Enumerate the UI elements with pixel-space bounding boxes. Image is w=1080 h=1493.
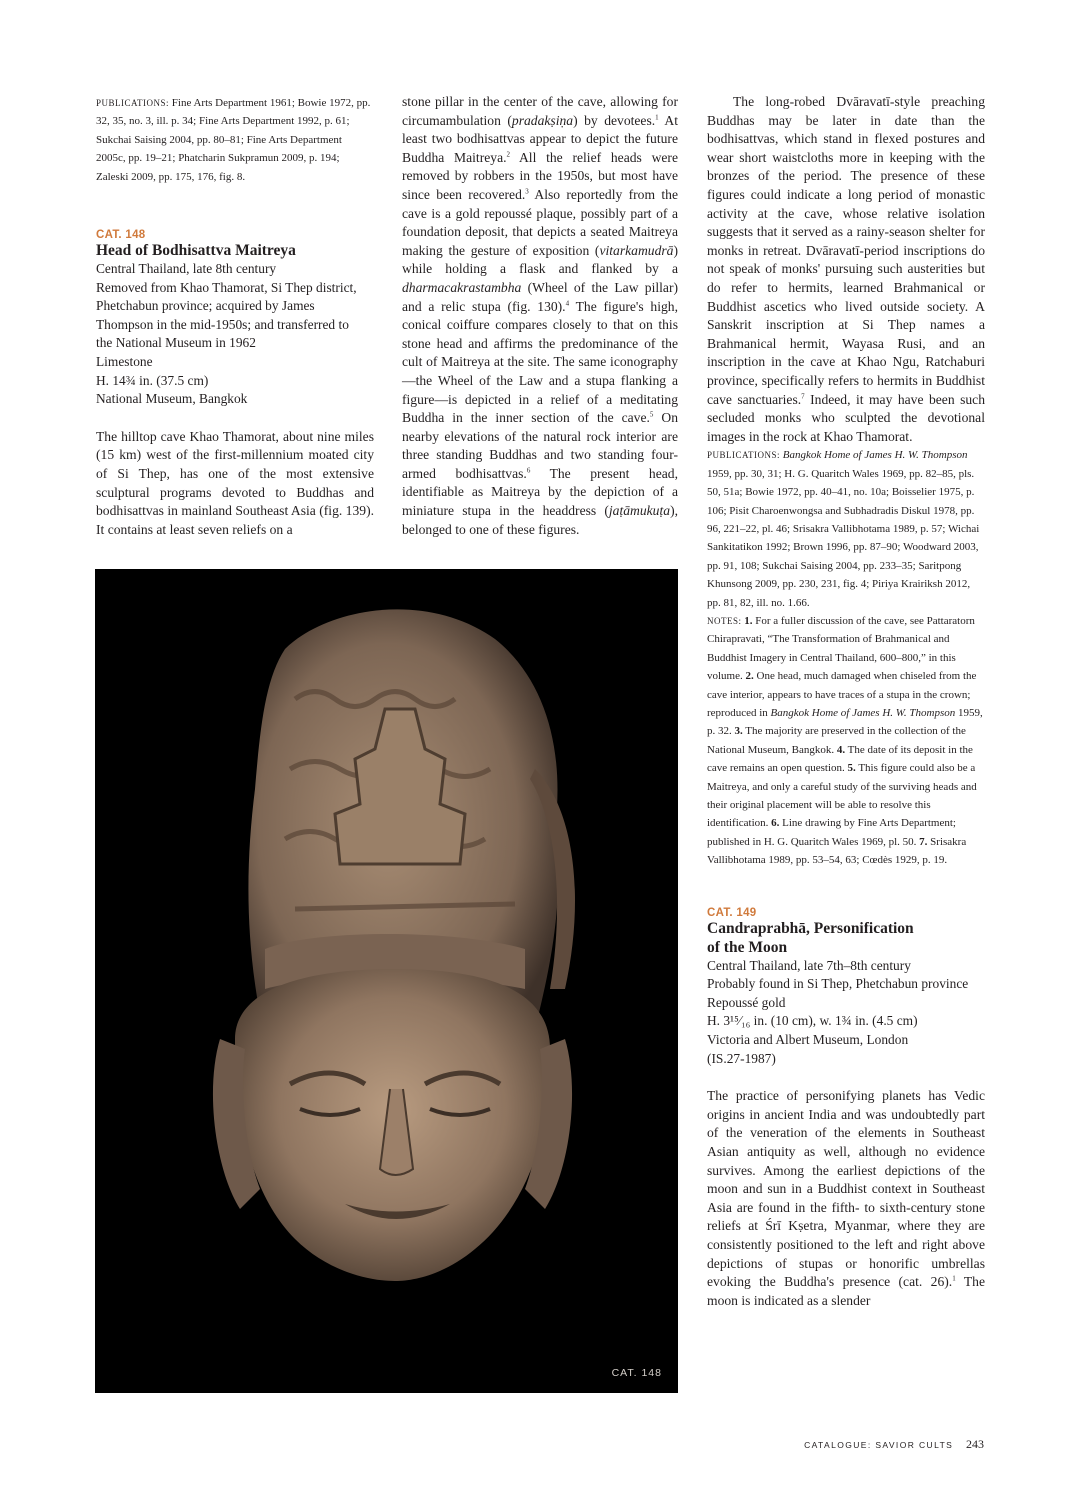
notes-label: NOTES:: [707, 615, 742, 626]
footnote-ref: 7: [801, 391, 805, 400]
text-run: The present head, identifiable as Maitreya by the depiction of a miniature stupa in the headdress (: [402, 465, 678, 519]
publications-text: Fine Arts Department 1961; Bowie 1972, pp. 32, 35, no. 3, ill. p. 34; Fine Arts Department 1992, p. 61; Sukchai Saising 2004, pp. 80–81; Fine Arts Department 2005c, pp. 19–21; Phatcharin Sukpramun 2009, p. 194; Zaleski 2009, pp. 175, 176, fig. 8.: [96, 97, 371, 183]
text-run: Indeed, it may have been such secluded monks who sculpted the devotional images in the rock at Khao Thamorat.: [707, 391, 985, 444]
note-text: For a fuller discussion of the cave, see Pattaratorn Chirapravati, “The Transformation of Brahmanical and Buddhist Imagery in Central Thailand, 600–800,” in this volume.: [707, 614, 975, 683]
text-run: On nearby elevations of the natural rock interior are three standing Buddhas and two standing four-armed bodhisattvas.: [402, 410, 679, 481]
note-number: 1.: [744, 614, 753, 627]
catalogue-entry-148: [96, 229, 374, 409]
footnote-ref: 1: [655, 113, 659, 122]
note-number: 6.: [771, 817, 780, 830]
text-run: At least two bodhisattvas appear to depict the future Buddha Maitreya.: [402, 112, 678, 165]
catalogue-entry-149: [707, 907, 985, 1069]
text-run-italic: jaṭāmukuṭa: [608, 503, 671, 519]
publications-text: 1959, pp. 30, 31; H. G. Quaritch Wales 1969, pp. 82–85, pls. 50, 51a; Bowie 1972, pp. 40–41, no. 10a; Boisselier 1975, p. 106; Pisit Charoenwongsa and Subhadradis Diskul 1978, pp. 96, 221–22, pl. 46; Srisakra Vallibhotama 1989, p. 57; Wichai Sankitatikon 1992; Brown 1996, pp. 87–90; Woodward 2003, pp. 91, 108; Sukchai Saising 2004, pp. 233–35; Saritpong Khunsong 2009, pp. 230, 231, fig. 4; Piriya Krairiksh 2012, pp. 81, 82, ill. no. 1.66.: [707, 467, 980, 609]
meta-line: National Museum, Bangkok: [96, 391, 248, 407]
body-paragraph: [707, 1087, 985, 1310]
text-run: stone pillar in the center of the cave, allowing for circumambulation (: [402, 94, 678, 128]
text-run: ) while holding a flask and flanked by a: [402, 242, 678, 277]
cat-title-line: Candraprabhā, Personification: [707, 919, 914, 937]
text-run: The figure's high, conical coiffure compares closely to that on this stone head and affirms the predominance of the cult of Maitreya at the site. The same iconography—the Wheel of the Law and a stupa flanking a figure—is depicted in a relief of a meditating Buddha in the inner section of the cave.: [402, 298, 678, 426]
meta-line: Repoussé gold: [707, 994, 786, 1010]
meta-line: Limestone: [96, 354, 153, 369]
running-head: CATALOGUE: SAVIOR CULTS: [804, 1440, 954, 1450]
cat-label: CAT. 148: [96, 229, 146, 242]
text-run: ), belonged to one of these figures.: [402, 503, 678, 537]
photo-caption: CAT. 148: [611, 1367, 662, 1379]
note-text: This figure could also be a Maitreya, and only a careful study of the surviving heads and their original placement will be able to resolve this identification.: [707, 762, 977, 830]
meta-line: Central Thailand, late 7th–8th century: [707, 957, 911, 973]
cat-label: CAT. 149: [707, 906, 757, 919]
footnote-ref: 4: [565, 299, 570, 307]
note-number: 2.: [745, 670, 754, 683]
meta-line: Central Thailand, late 8th century: [96, 261, 277, 277]
column-left: [96, 93, 374, 539]
note-text: Srisakra Vallibhotama 1989, pp. 53–54, 63; Cœdès 1929, p. 19.: [707, 835, 967, 867]
column-right: [707, 93, 985, 1310]
text-run-italic: pradakṣiṇa: [511, 112, 574, 128]
text-run: The long-robed Dvāravatī-style preaching Buddhas may be later in date than the bodhisattvas, which stand in flexed postures and wear short waistcloths more in keeping with the bronzes of the period. The presence of these figures could indicate a long period of monastic activity at the cave, whose relative isolation suggests that it served as a rainy-season shelter for monks in retreat. Dvāravatī-period inscriptions do not speak of monks' pursuing such austerities but do refer to hermits, learned Brahmanical or Buddhist ascetics who lived outside society. A Sanskrit inscription at Si Thep names a Brahmanical hermit, Wayasa Rusi, and an inscription in the cave at Khao Ngu, Ratchaburi province, specifically refers to hermits in Buddhist cave sanctuaries.: [707, 94, 985, 407]
text-run-italic: dharmacakrastambha: [402, 279, 522, 295]
note-text: Line drawing by Fine Arts Department; published in H. G. Quaritch Wales 1969, pl. 50.: [707, 817, 956, 848]
text-run-italic: vitarkamudrā: [599, 242, 674, 258]
meta-line: the National Museum in 1962: [96, 335, 256, 351]
publications-block: [707, 446, 985, 612]
body-paragraph: [402, 93, 678, 539]
cat-title-line: of the Moon: [707, 938, 788, 956]
text-run: ) by devotees.: [573, 112, 656, 128]
meta-line: (IS.27-1987): [707, 1050, 776, 1066]
meta-line: Victoria and Albert Museum, London: [707, 1032, 909, 1047]
note-number: 4.: [836, 743, 846, 756]
note-number: 5.: [847, 762, 856, 775]
meta-line: Probably found in Si Thep, Phetchabun province: [707, 976, 969, 992]
footnote-ref: 6: [526, 466, 531, 475]
column-middle: [402, 93, 678, 539]
publications-label: PUBLICATIONS:: [707, 450, 781, 461]
body-paragraph: The hilltop cave Khao Thamorat, about nine miles (15 km) west of the first-millennium moated city of Si Thep, has one of the most extensive sculptural programs devoted to Buddhas and bodhisattvas in mainland Southeast Asia (fig. 139). It contains at least seven reliefs on a: [96, 428, 374, 537]
meta-line: H. 14¾ in. (37.5 cm): [96, 372, 209, 388]
footnote-ref: 2: [506, 150, 510, 159]
footnote-ref: 5: [649, 410, 654, 419]
meta-line: H. 3¹⁵⁄₁₆ in. (10 cm), w. 1¾ in. (4.5 cm): [707, 1013, 918, 1029]
page-number: 243: [966, 1437, 984, 1451]
cat-meta: [96, 260, 374, 409]
note-text: The date of its deposit in the cave remains an open question.: [707, 743, 973, 775]
meta-line: Thompson in the mid-1950s; and transferred to: [96, 316, 349, 332]
text-run-italic: Bangkok Home of James H. W. Thompson: [782, 449, 968, 462]
note-text: The majority are preserved in the collection of the National Museum, Bangkok.: [707, 725, 966, 756]
note-text: One head, much damaged when chiseled from the cave interior, appears to have traces of a stupa in the crown; reproduced in: [707, 670, 977, 719]
cat-title: [707, 919, 985, 957]
note-text: 1959, p. 32.: [707, 706, 983, 738]
cat-title: Head of Bodhisattva Maitreya: [96, 242, 296, 260]
footnote-ref: 3: [525, 187, 529, 196]
notes-block: [707, 612, 985, 870]
meta-line: Removed from Khao Thamorat, Si Thep district,: [96, 279, 357, 295]
text-run: Also reportedly from the cave is a gold repoussé plaque, possibly part of a foundation deposit, that depicts a seated Maitreya making the gesture of exposition (: [402, 186, 679, 258]
sculpture-photo: [95, 569, 678, 1393]
body-paragraph: [707, 93, 985, 446]
stone-head-illustration: [95, 569, 678, 1393]
footnote-ref: 1: [952, 1274, 956, 1283]
publications-label: PUBLICATIONS:: [96, 98, 170, 108]
cat-meta: [707, 957, 985, 1069]
publications-block: [96, 94, 374, 186]
note-number: 7.: [919, 835, 928, 848]
page-footer: [804, 1437, 984, 1452]
text-run: (Wheel of the Law pillar) and a relic stupa (fig. 130).: [402, 279, 678, 314]
text-run: The practice of personifying planets has Vedic origins in ancient India and was undoubtedly part of the veneration of the elements in Southeast Asian antiquity as well, although no evidence survives. Among the earliest depictions of the moon and sun in a Buddhist context in Southeast Asia are found in the fifth- to sixth-century stone reliefs at Śrī Kṣetra, Myanmar, where they are consistently positioned to the left and right above depictions of stupas or honorific umbrellas evoking the Buddha's presence (cat. 26).: [707, 1088, 985, 1290]
note-number: 3.: [734, 725, 743, 738]
text-run-italic: Bangkok Home of James H. W. Thompson: [770, 706, 956, 719]
meta-line: Phetchabun province; acquired by James: [96, 298, 315, 314]
text-run: All the relief heads were removed by robbers in the 1950s, but most have since been recovered.: [402, 149, 678, 202]
text-run: The moon is indicated as a slender: [707, 1274, 985, 1308]
